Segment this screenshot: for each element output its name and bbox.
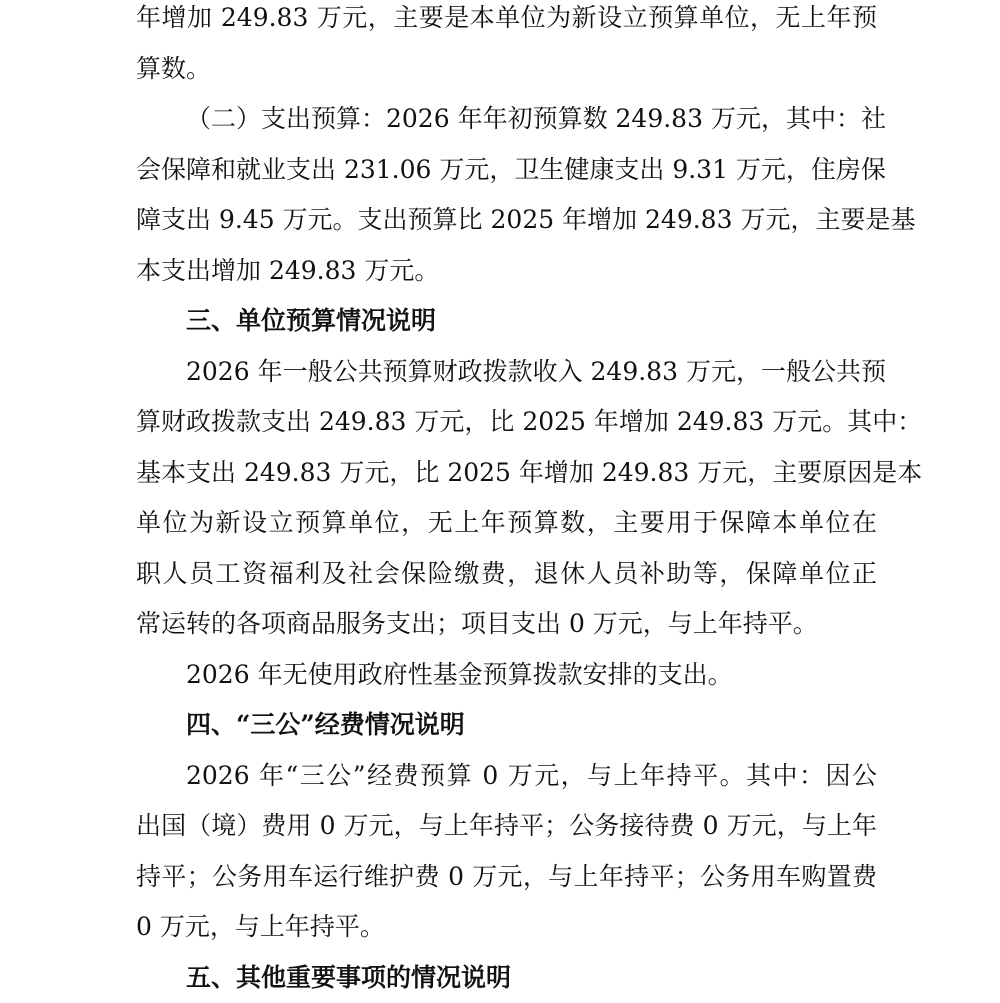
paragraph-line: 职人员工资福利及社会保险缴费，退休人员补助等，保障单位正: [136, 549, 877, 600]
paragraph-line: 出国（境）费用 0 万元，与上年持平；公务接待费 0 万元，与上年: [136, 801, 877, 852]
paragraph-line: 基本支出 249.83 万元，比 2025 年增加 249.83 万元，主要原因是本: [136, 448, 877, 499]
paragraph-line: （二）支出预算：2026 年年初预算数 249.83 万元，其中：社: [136, 94, 877, 145]
paragraph-line: 2026 年“三公”经费预算 0 万元，与上年持平。其中：因公: [136, 751, 877, 802]
paragraph-line: 算数。: [136, 44, 877, 95]
paragraph-line: 单位为新设立预算单位，无上年预算数，主要用于保障本单位在: [136, 498, 877, 549]
paragraph-line: 年增加 249.83 万元，主要是本单位为新设立预算单位，无上年预: [136, 0, 877, 44]
document-body: [136, 0, 877, 1003]
paragraph-line: 2026 年一般公共预算财政拨款收入 249.83 万元，一般公共预: [136, 347, 877, 398]
paragraph-line: 常运转的各项商品服务支出；项目支出 0 万元，与上年持平。: [136, 599, 877, 650]
section-heading: 五、其他重要事项的情况说明: [136, 953, 877, 1003]
paragraph-line: 算财政拨款支出 249.83 万元，比 2025 年增加 249.83 万元。其中：: [136, 397, 877, 448]
paragraph-line: 持平；公务用车运行维护费 0 万元，与上年持平；公务用车购置费: [136, 852, 877, 903]
section-heading: 四、“三公”经费情况说明: [136, 700, 877, 751]
paragraph-line: 2026 年无使用政府性基金预算拨款安排的支出。: [136, 650, 877, 701]
paragraph-line: 障支出 9.45 万元。支出预算比 2025 年增加 249.83 万元，主要是基: [136, 195, 877, 246]
section-heading: 三、单位预算情况说明: [136, 296, 877, 347]
paragraph-line: 0 万元，与上年持平。: [136, 902, 877, 953]
paragraph-line: 本支出增加 249.83 万元。: [136, 246, 877, 297]
paragraph-line: 会保障和就业支出 231.06 万元，卫生健康支出 9.31 万元，住房保: [136, 145, 877, 196]
